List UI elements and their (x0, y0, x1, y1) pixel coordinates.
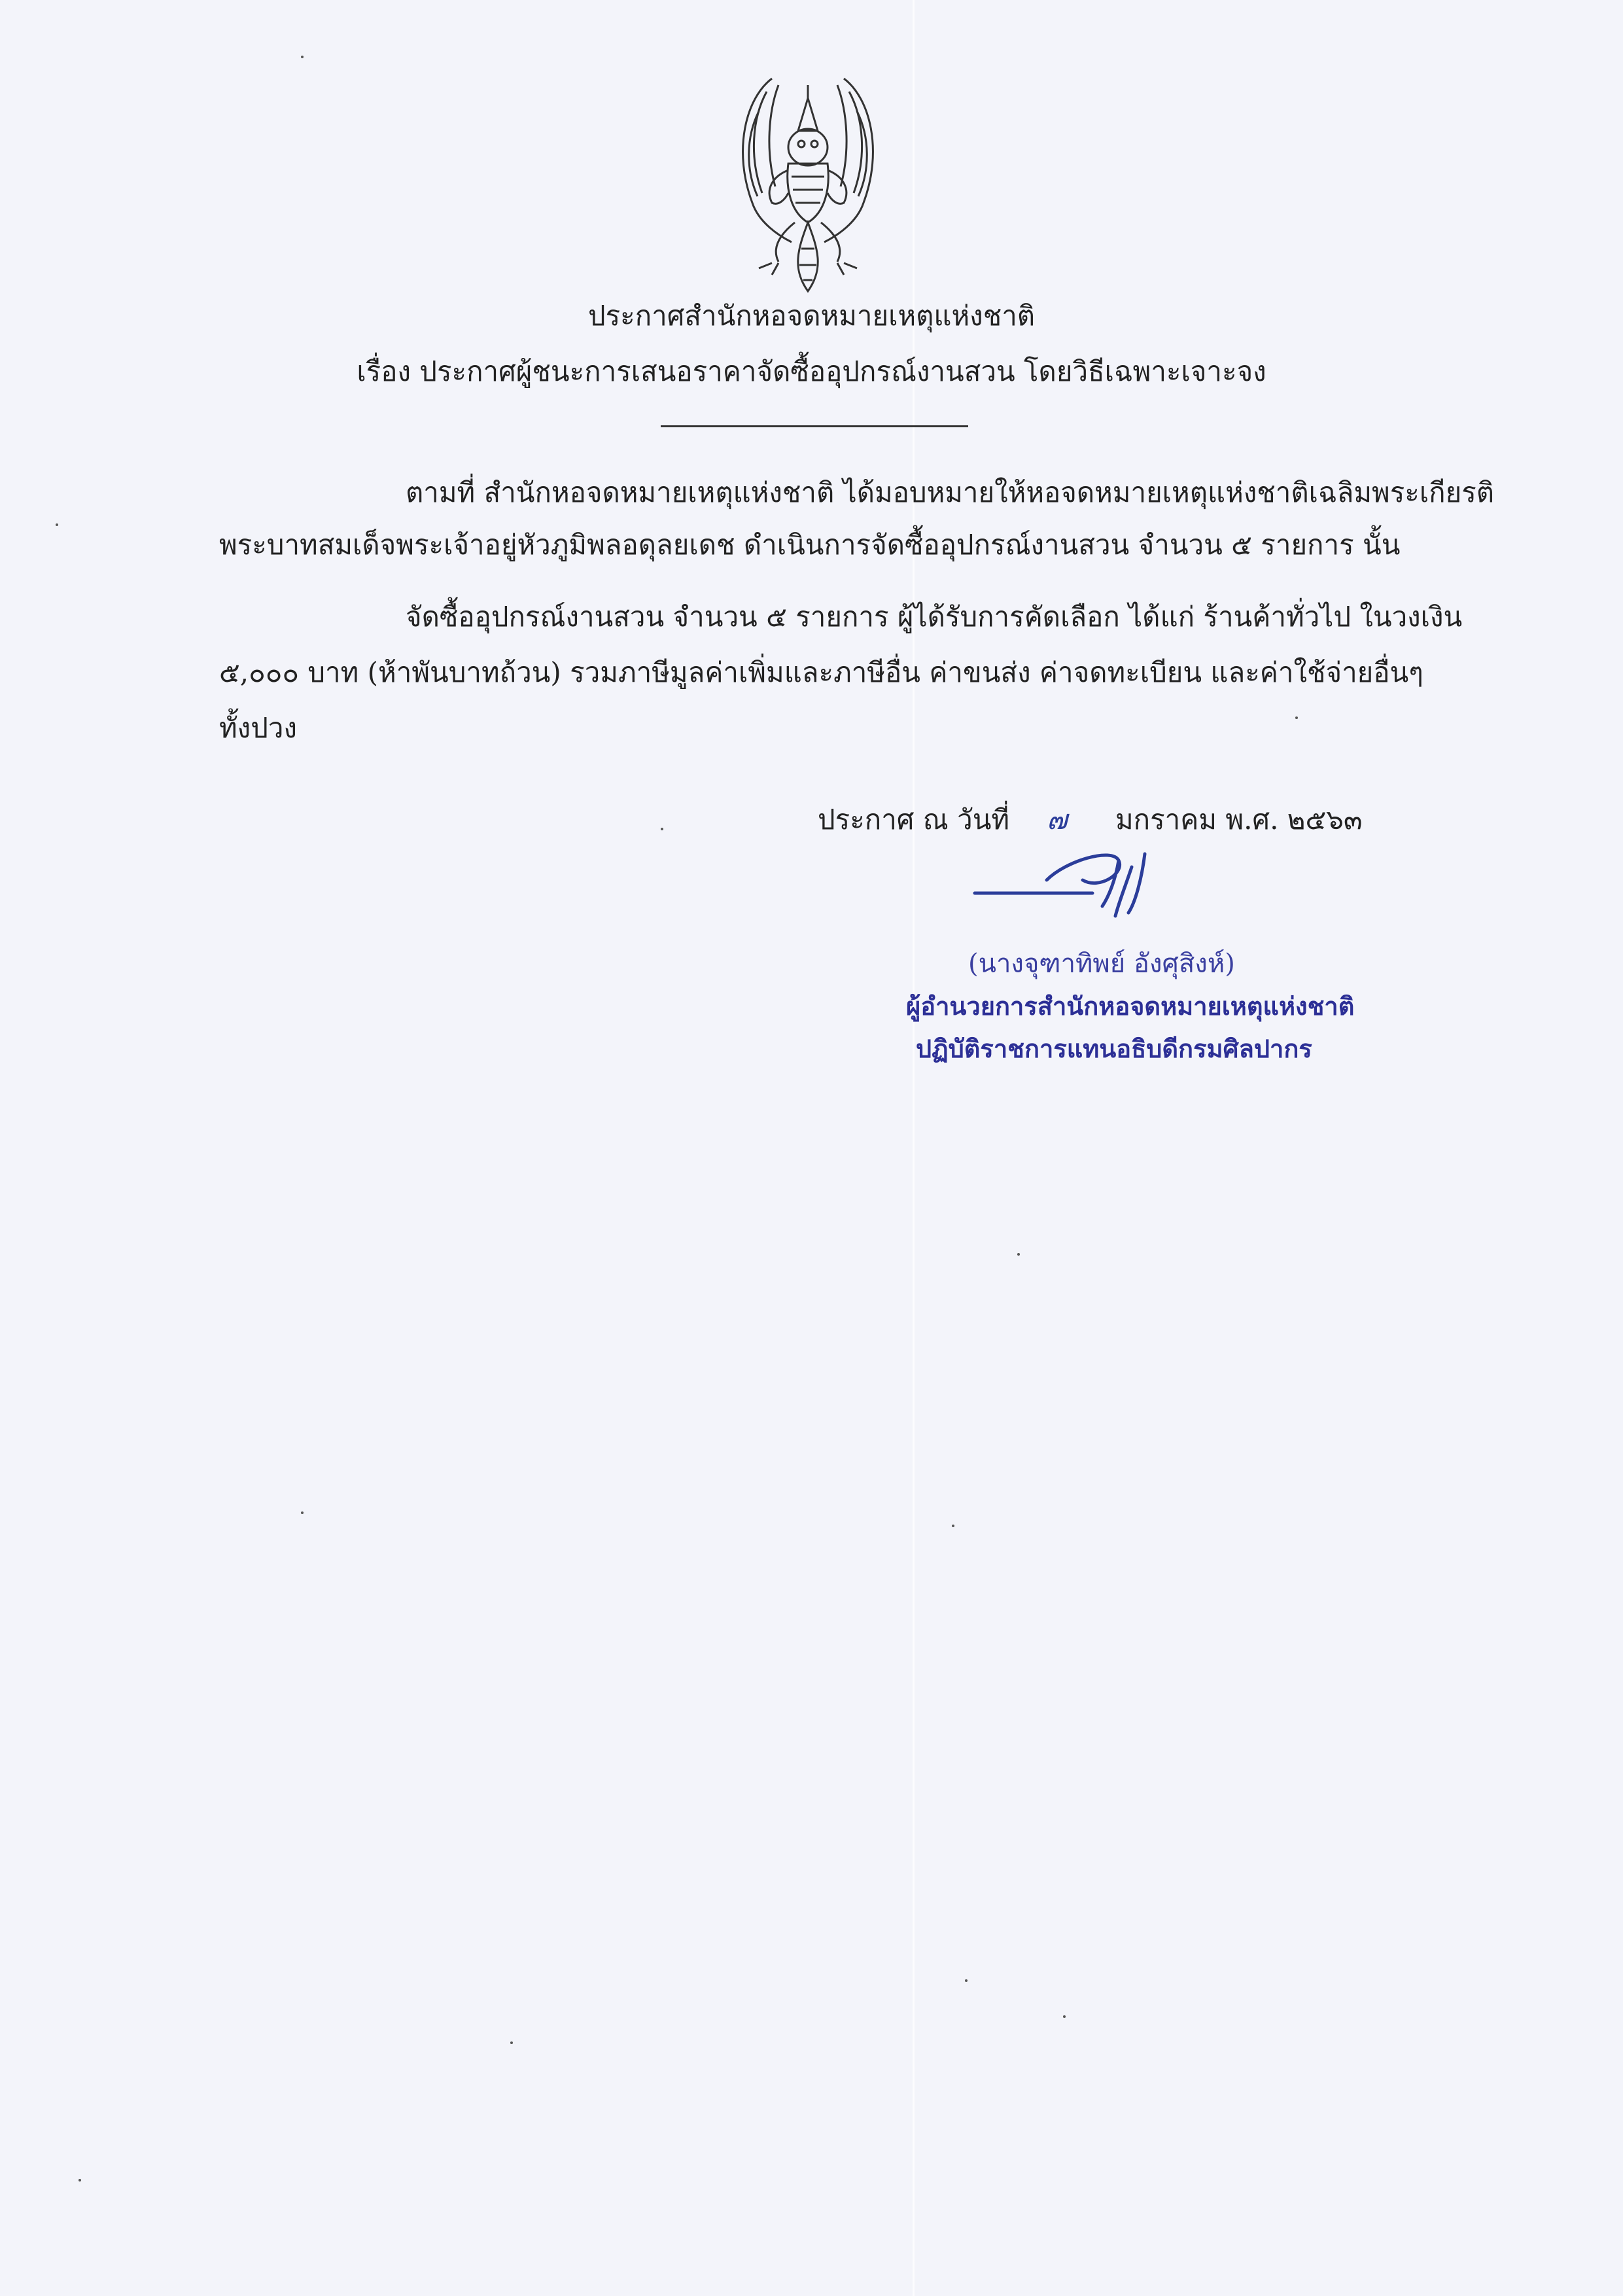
speck (301, 56, 304, 58)
paragraph-1-line-2: พระบาทสมเด็จพระเจ้าอยู่หัวภูมิพลอดุลยเดช ดำเนินการจัดซื้ออุปกรณ์งานสวน จำนวน ๕ รายการ นั้น (219, 529, 1401, 561)
paragraph-1-line-1: ตามที่ สำนักหอจดหมายเหตุแห่งชาติ ได้มอบหมายให้หอจดหมายเหตุแห่งชาติเฉลิมพระเกียรติ (406, 476, 1495, 508)
speck (952, 1525, 954, 1527)
signatory-name: (นางจุฑาทิพย์ อังศุสิงห์) (968, 949, 1235, 979)
signatory-position-1: ผู้อำนวยการสำนักหอจดหมายเหตุแห่งชาติ (906, 992, 1355, 1021)
speck (301, 1511, 304, 1514)
speck (661, 828, 663, 830)
date-month-year: มกราคม พ.ศ. ๒๕๖๓ (1115, 804, 1363, 836)
paragraph-2-line-3: ทั้งปวง (219, 712, 297, 744)
title-divider (661, 425, 968, 427)
speck (1017, 1253, 1020, 1256)
document-title: ประกาศสำนักหอจดหมายเหตุแห่งชาติ (587, 300, 1036, 332)
garuda-emblem-icon (707, 72, 909, 298)
paragraph-2-line-1: จัดซื้ออุปกรณ์งานสวน จำนวน ๕ รายการ ผู้ได้รับการคัดเลือก ได้แก่ ร้านค้าทั่วไป ในวงเงิน (406, 601, 1463, 633)
speck (1063, 2015, 1066, 2018)
signatory-position-2: ปฏิบัติราชการแทนอธิบดีกรมศิลปากร (916, 1034, 1312, 1063)
document-subject: เรื่อง ประกาศผู้ชนะการเสนอราคาจัดซื้ออุปกรณ์งานสวน โดยวิธีเฉพาะเจาะจง (357, 355, 1266, 387)
date-prefix: ประกาศ ณ วันที่ (818, 804, 1010, 836)
speck (56, 523, 58, 526)
handwritten-signature (968, 841, 1204, 926)
speck (510, 2041, 513, 2044)
paragraph-2-line-2: ๕,๐๐๐ บาท (ห้าพันบาทถ้วน) รวมภาษีมูลค่าเพิ่มและภาษีอื่น ค่าขนส่ง ค่าจดทะเบียน และค่าใช้จ่ายอื่นๆ (219, 656, 1423, 688)
speck (965, 1979, 968, 1982)
speck (1295, 716, 1298, 719)
date-day: ๗ (1047, 804, 1068, 836)
paper-fold (913, 0, 915, 2296)
speck (79, 2179, 81, 2181)
